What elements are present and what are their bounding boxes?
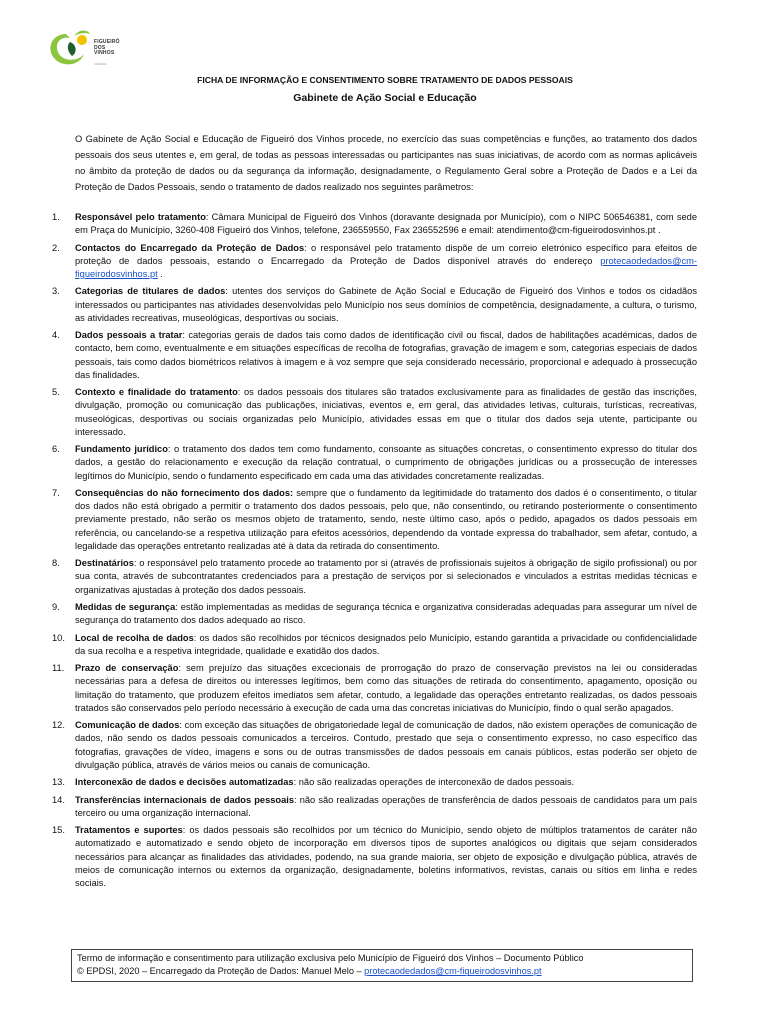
parameters-list (52, 211, 697, 894)
list-item: 6. Fundamento jurídico: o tratamento dos dados tem como fundamento, consoante as situações concretas, o consentimento expresso do titular dos dados, a gestão do relacionamento e execução da relação contratual, o cumprimento de obrigações jurídicas ou a prossecução de interesses legítimos do Município, sendo o fundamento especificado em cada uma das atividades concretamente realizadas. (52, 444, 697, 481)
list-item: 15. Tratamentos e suportes: os dados pessoais são recolhidos por um técnico do Município, sendo objeto de múltiplos tratamentos de caráter não automatizado e automatizado e sendo objeto de incorporação em diversos tipos de suportes analógicos ou digitais que sejam considerados necessários para alcançar as finalidades das atividades, podendo, na sua grande maioria, ser objeto de exposição e divulgação pública, através de meios de comunicação internos ou externos da organização, designadamente, boletins informativos, revistas, canais ou sítios em linha e redes sociais. (52, 825, 697, 888)
footer-line-1: Termo de informação e consentimento para utilização exclusiva pelo Município de Figueiró dos Vinhos – Documento Público (77, 953, 584, 963)
list-item: 3. Categorias de titulares de dados: utentes dos serviços do Gabinete de Ação Social e Educação de Figueiró dos Vinhos e todos os cidadãos interessados ou participantes nas atividades desenvolvidas pelo Município nos seus domínios de competência, designadamente, a cultura, o turismo, as atividades recreativas, museológicas, desportivas ou sociais. (52, 286, 697, 323)
document-subtitle: Gabinete de Ação Social e Educação (293, 92, 477, 104)
list-item: 7. Consequências do não fornecimento dos dados: sempre que o fundamento da legitimidade do tratamento dos dados é o consentimento, o titular dos dados não está obrigado a permitir o tratamento dos dados pessoais, pelo que, não consentindo, ou retirando posteriormente o consentimento previamente prestado, não serão os mesmos objeto de tratamento, sendo, neste último caso, após o pedido, apagados os dados pessoais em referência, ou cancelando-se a respetiva utilização para efeitos acessórios, dependendo da vontade expressa do trabalhador, sem afetar, contudo, a legalidade das operações entretanto realizadas até à data da retirada do consentimento. (52, 487, 698, 551)
list-item: 9. Medidas de segurança: estão implementadas as medidas de segurança técnica e organizativa consideradas adequadas para assegurar um nível de segurança do tratamento dos dados adequado ao risco. (52, 601, 697, 626)
list-item: 11. Prazo de conservação: sem prejuízo das situações excecionais de prorrogação do prazo de conservação previstos na lei ou consideradas necessárias para a defesa de direitos ou interesses legítimos, bem como das situações de retirada do consentimento, apagamento, oposição ou limitação do tratamento, que produzem efeitos imediatos sem afetar, contudo, a legalidade das operações entretanto realizadas, os dados pessoais tratados são conservados pelo período necessário à execução de cada uma das concretas iniciativas do Município, findo o qual serão apagados. (52, 663, 697, 713)
intro-paragraph: O Gabinete de Ação Social e Educação de Figueiró dos Vinhos procede, no exercício das suas competências e funções, ao tratamento dos dados pessoais dos seus utentes e, em geral, de todas as pessoas interessadas ou participantes nas suas iniciativas, de acordo com as normas aplicáveis no âmbito da proteção de dados ou da segurança da informação, designadamente, o Regulamento Geral sobre a Proteção de Dados e a Lei da Proteção de Dados Pessoais, sendo o tratamento de dados realizado nos seguintes parâmetros: (75, 134, 697, 192)
footer-email-link[interactable]: protecaodedados@cm-figueirodosvinhos.pt (364, 966, 542, 977)
list-item: 5. Contexto e finalidade do tratamento: os dados pessoais dos titulares são tratados exclusivamente para as finalidades de gestão das inscrições, divulgação, promoção ou comunicação das publicações, iniciativas, eventos e, em geral, das atividades letivas, culturais, turísticas, recreativas, museológicas, desportivas ou sociais organizadas pelo Município, atividades essas em que o titular dos dados seja utente, participante ou interessado. (52, 387, 697, 437)
list-item: 1. Responsável pelo tratamento: Câmara Municipal de Figueiró dos Vinhos (doravante designada por Município), com o NIPC 506546381, com sede em Praça do Município, 3260-408 Figueiró dos Vinhos, telefone, 236559550, Fax 236552596 e email: atendimento@cm-figueirodosvinhos.pt . (52, 212, 697, 236)
logo-tagline: CÂMARA (94, 62, 107, 66)
footer-box (71, 949, 693, 982)
document-title: FICHA DE INFORMAÇÃO E CONSENTIMENTO SOBRE TRATAMENTO DE DADOS PESSOAIS (197, 75, 573, 85)
list-item: 4. Dados pessoais a tratar: categorias gerais de dados tais como dados de identificação civil ou fiscal, dados de habilitações académicas, dados de contacto, bem como, eventualmente e em situações específicas de recolha de fotografias, gravação de imagem e som, categorias especiais de dados pessoais, tais como dados biométricos relativos à imagem e à voz sempre que seja considerado necessário, proporcional e adequado à prossecução das finalidades. (52, 330, 697, 380)
list-item: 10. Local de recolha de dados: os dados são recolhidos por técnicos designados pelo Município, estando garantida a privacidade ou confidencialidade da sua recolha e a respetiva integridade, qualidade e exatidão dos dados. (52, 632, 697, 656)
list-item: 12. Comunicação de dados: com exceção das situações de obrigatoriedade legal de comunicação de dados, não existem operações de comunicação de dados, não sendo os dados pessoais comunicados a terceiros. Contudo, prestado que seja o consentimento expresso, no caso específico das fotografias, gravações de vídeo, imagens e sons ou de outras transmissões de dados pessoais em canais públicos, estas poderão ser objeto de divulgação pública, através de vários meios ou canais de comunicação. (52, 720, 697, 770)
list-item: 13. Interconexão de dados e decisões automatizadas: não são realizadas operações de interconexão de dados pessoais. (52, 777, 575, 788)
logo-name: FIGUEIRÓ DOS VINHOS (94, 39, 120, 56)
list-item: 8. Destinatários: o responsável pelo tratamento procede ao tratamento por si (através de profissionais sujeitos à obrigação de sigilo profissional) ou por sua conta, através de subcontratantes credenciados para a prestação de serviços por si selecionados e vinculados a estritas medidas técnicas e organizativas ajustadas à proteção dos dados pessoais. (52, 558, 697, 595)
list-item: 2. Contactos do Encarregado da Proteção de Dados: o responsável pelo tratamento dispõe de um correio eletrónico específico para efeitos de proteção de dados pessoais, estando o Encarregado da Proteção de Dados disponível através do endereço protecaodedados@cm-figueirodosvinhos.pt . (52, 242, 698, 279)
dpo-email-link[interactable]: protecaodedados@cm-figueirodosvinhos.pt (75, 255, 697, 279)
list-item: 14. Transferências internacionais de dados pessoais: não são realizadas operações de transferência de dados pessoais de candidatos para um país terceiro ou uma organização internacional. (52, 794, 698, 818)
footer-line-2: © EPDSI, 2020 – Encarregado da Proteção de Dados: Manuel Melo – protecaodedados@cm-figueirodosvinhos.pt (77, 966, 542, 977)
